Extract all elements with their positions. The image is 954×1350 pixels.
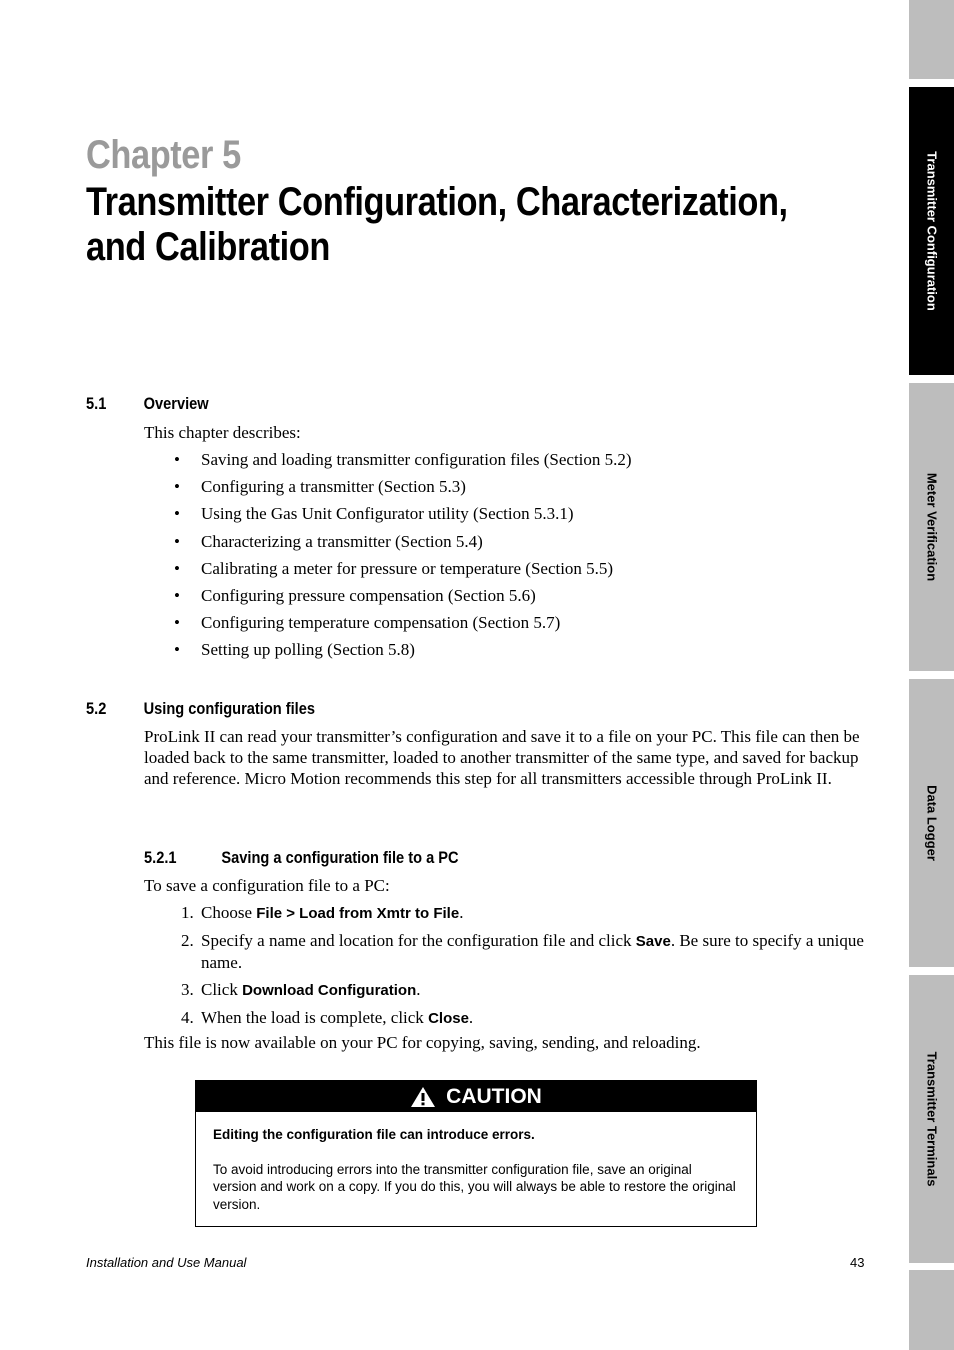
bullet: •	[174, 558, 180, 578]
section-number: 5.2	[86, 699, 107, 718]
side-tab-label: Transmitter Configuration	[924, 151, 939, 311]
section-heading-5-1	[86, 394, 209, 414]
ui-command: Close	[428, 1010, 469, 1027]
section-heading-5-2-1	[144, 848, 459, 868]
page-number: 43	[850, 1255, 865, 1270]
list-item: 4. When the load is complete, click Close.	[181, 1008, 474, 1027]
ui-command: Download Configuration	[242, 982, 417, 999]
section-title: Using configuration files	[143, 699, 316, 718]
section-5-2-1-intro: To save a configuration file to a PC:	[144, 876, 390, 895]
caution-header	[196, 1081, 756, 1112]
bullet: •	[174, 613, 180, 633]
section-5-2-body: ProLink II can read your transmitter’s configuration and save it to a file on your PC. This file can then be loaded back to the same transmitter, loaded to another transmitter of the same type, and saved for backup and reference. Micro Motion recommends this step for all transmitters accessible through ProLink II.	[144, 727, 860, 788]
footer-manual-title: Installation and Use Manual	[86, 1255, 247, 1270]
side-tab-top	[909, 0, 954, 79]
list-item: 3. Click Download Configuration.	[181, 980, 421, 999]
bullet: •	[174, 585, 180, 605]
list-item: 1. Choose File > Load from Xmtr to File.	[181, 903, 464, 922]
side-tab-label: Data Logger	[924, 785, 939, 861]
section-title: Overview	[143, 394, 209, 413]
chapter-title-line-2: and Calibration	[86, 225, 330, 269]
warning-triangle-icon	[410, 1086, 436, 1108]
bullet: •	[174, 477, 180, 497]
chapter-label: Chapter 5	[86, 133, 241, 177]
section-5-2-1-outro: This file is now available on your PC for copying, saving, sending, and reloading.	[144, 1033, 701, 1052]
bullet: •	[174, 640, 180, 660]
bullet: •	[174, 450, 180, 469]
ui-command: File > Load from Xmtr to File	[256, 905, 460, 922]
side-tab-meter-verification[interactable]	[909, 383, 954, 671]
side-tab-label: Transmitter Terminals	[924, 1051, 939, 1187]
caution-text: To avoid introducing errors into the transmitter configuration file, save an original version and work on a copy. If you do this, you will always be able to restore the original version.	[213, 1161, 736, 1212]
side-tab-transmitter-configuration[interactable]	[909, 87, 954, 375]
caution-body	[196, 1112, 756, 1213]
chapter-title	[86, 180, 800, 270]
bullet: •	[174, 531, 180, 551]
section-number: 5.1	[86, 394, 107, 413]
caution-heading: CAUTION	[446, 1084, 542, 1108]
section-title: Saving a configuration file to a PC	[221, 848, 459, 867]
list-item: 2. Specify a name and location for the configuration file and click Save. Be sure to specify a unique name.	[181, 931, 864, 972]
overview-intro: This chapter describes:	[144, 423, 301, 442]
chapter-title-line-1: Transmitter Configuration, Characterization,	[86, 180, 788, 224]
ui-command: Save	[635, 933, 671, 950]
save-steps-list	[144, 902, 864, 1035]
side-tab-data-logger[interactable]	[909, 679, 954, 967]
side-tab-transmitter-terminals[interactable]	[909, 975, 954, 1263]
caution-lead: Editing the configuration file can introduce errors.	[213, 1127, 535, 1142]
section-heading-5-2	[86, 699, 315, 719]
caution-box	[195, 1080, 757, 1227]
side-tab-bottom	[909, 1270, 954, 1350]
side-tab-label: Meter Verification	[924, 472, 939, 582]
bullet: •	[174, 504, 180, 524]
section-number: 5.2.1	[144, 848, 177, 867]
